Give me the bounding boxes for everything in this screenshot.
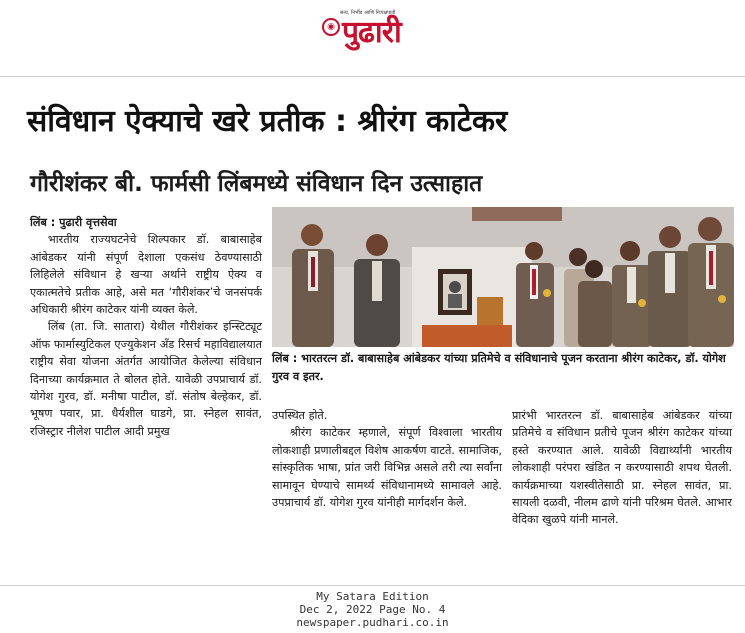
- column2-para1: उपस्थित होते.: [272, 409, 328, 422]
- globe-icon: ◉: [322, 18, 340, 36]
- article-column-1: [30, 214, 262, 440]
- masthead-logo: [322, 8, 422, 54]
- event-photo: [272, 207, 734, 347]
- masthead-tagline: सत्य, निर्भीड आणि निःपक्षपाती: [340, 10, 396, 16]
- dateline: लिंब : पुढारी वृत्तसेवा: [30, 216, 117, 229]
- column1-para1: भारतीय राज्यघटनेचे शिल्पकार डॉ. बाबासाहेब आंबेडकर यांनी संपूर्ण देशाला एकसंध ठेवण्यासाठी लिहिलेले संविधान हे खऱ्या अर्थाने राष्ट्रीय ऐक्य व एकात्मतेचे प्रतीक आहे, असे मत ‘गौरीशंकर’चे जनसंपर्क अधिकारी श्रीरंग काटेकर यांनी व्यक्त केले.: [30, 233, 262, 317]
- column1-para2: लिंब (ता. जि. सातारा) येथील गौरीशंकर इन्स्टिट्यूट ऑफ फार्मास्युटिकल एज्युकेशन अँड रिसर्च महाविद्यालयात राष्ट्रीय सेवा योजना अंतर्गत आयोजित केलेल्या संविधान दिनाच्या कार्यक्रमात ते बोलत होते. यावेळी उपप्राचार्य डॉ. योगेश गुरव, डॉ. मनीषा पाटील, डॉ. संतोष बेल्हेकर, डॉ. भूषण पवार, प्रा. धैर्यशील घाडगे, प्रा. स्नेहल सावंत, रजिस्ट्रार नीलेश पाटील आदी प्रमुख: [30, 320, 262, 438]
- column2-para2: श्रीरंग काटेकर म्हणाले, संपूर्ण विश्वाला भारतीय लोकशाही प्रणालीबद्दल विशेष आकर्षण वाटते. सामाजिक, सांस्कृतिक भाषा, प्रांत जरी विभिन्न असले तरी त्या सर्वांना सामावून घेण्याचे सामर्थ्य संविधानामध्ये सामावले आहे. उपप्राचार्य डॉ. योगेश गुरव यांनीही मार्गदर्शन केले.: [272, 426, 502, 510]
- top-divider: [0, 76, 745, 77]
- article-column-2: [272, 407, 502, 511]
- headline: संविधान ऐक्याचे खरे प्रतीक : श्रीरंग काटेकर: [27, 104, 508, 139]
- footer-date-page: Dec 2, 2022 Page No. 4: [299, 603, 446, 616]
- footer-url[interactable]: newspaper.pudhari.co.in: [296, 616, 449, 629]
- article-column-3: [512, 407, 732, 529]
- footer-edition: My Satara Edition: [316, 590, 429, 603]
- subheadline: गौरीशंकर बी. फार्मसी लिंबमध्ये संविधान दिन उत्साहात: [30, 171, 483, 197]
- masthead-name: पुढारी: [342, 15, 401, 50]
- column3-para1: प्रारंभी भारतरत्न डॉ. बाबासाहेब आंबेडकर यांच्या प्रतिमेचे व संविधान प्रतीचे पूजन श्रीरंग काटेकर यांच्या हस्ते करण्यात आले. यावेळी विद्यार्थ्यांनी भारतीय लोकशाही परंपरा खंडित न करण्यासाठी शपथ घेतली. कार्यक्रमाच्या यशस्वीतेसाठी प्रा. स्नेहल सावंत, प्रा. सायली दळवी, नीलम ढाणे यांनी परिश्रम घेतले. आभार वेदिका खुळपे यांनी मानले.: [512, 409, 732, 527]
- photo-caption: लिंब : भारतरत्न डॉ. बाबासाहेब आंबेडकर यांच्या प्रतिमेचे व संविधानाचे पूजन करताना श्रीरंग काटेकर, डॉ. योगेश गुरव व इतर.: [272, 352, 726, 383]
- bottom-divider: [0, 585, 745, 586]
